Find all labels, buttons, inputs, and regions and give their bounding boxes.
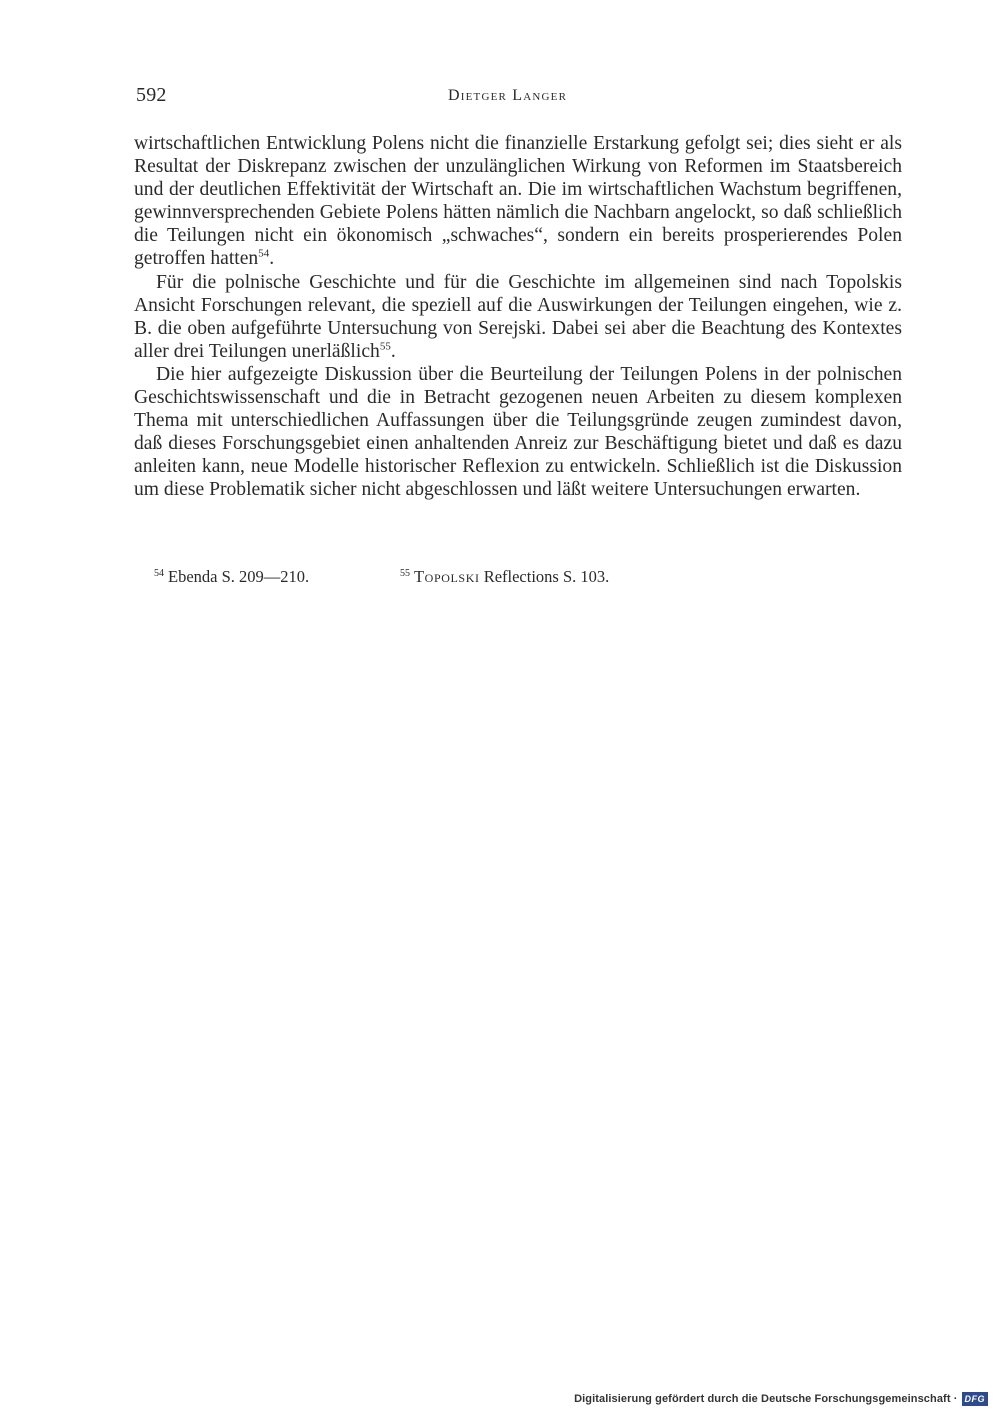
digitization-credit-text: Digitalisierung gefördert durch die Deutsche Forschungsgemeinschaft · bbox=[574, 1393, 958, 1405]
footnote-text: Reflections S. 103. bbox=[483, 567, 610, 586]
paragraph-1 bbox=[134, 132, 902, 271]
digitization-credit bbox=[574, 1390, 988, 1408]
paragraph-1-end: . bbox=[269, 248, 275, 270]
footnote-ref-55[interactable]: 55 bbox=[379, 340, 391, 353]
footnote-ref-54[interactable]: 54 bbox=[258, 247, 270, 260]
footnote-author: Topolski bbox=[414, 567, 480, 586]
footnote-text: Ebenda S. 209—210. bbox=[168, 567, 310, 586]
footnote-54 bbox=[154, 567, 309, 587]
footnote-mark: 54 bbox=[154, 567, 164, 579]
running-head: Dietger Langer bbox=[448, 87, 568, 104]
dfg-logo: DFG bbox=[962, 1392, 989, 1406]
footnote-mark: 55 bbox=[400, 567, 410, 579]
paragraph-2 bbox=[134, 271, 902, 363]
paragraph-3 bbox=[134, 363, 902, 502]
body-text bbox=[134, 132, 902, 502]
footnote-55 bbox=[400, 567, 609, 587]
paragraph-1-text: wirtschaftlichen Entwicklung Polens nicht die finanzielle Erstarkung gefolgt sei; dies sieht er als Resultat der Diskrepanz zwischen der unzulänglichen Wirkung von Reformen im Staatsbereich und der deutlichen Effektivität der Wirtschaft an. Die im wirtschaftlichen Wachstum begriffenen, gewinnversprechenden Gebiete Polens hätten nämlich die Nachbarn angelockt, so daß schließlich die Teilungen nicht ein ökonomisch „schwaches“, sondern ein bereits prosperierendes Polen getroffen hatten bbox=[134, 133, 902, 270]
paragraph-2-end: . bbox=[390, 340, 396, 362]
page-number: 592 bbox=[136, 84, 167, 106]
paragraph-3-text: Die hier aufgezeigte Diskussion über die Beurteilung der Teilungen Polens in der polnischen Geschichtswissenschaft und die in Betracht gezogenen neuen Arbeiten zu diesem komplexen Thema mit unterschiedlichen Auffassungen über die Teilungsgründe zeugen zumindest davon, daß dieses Forschungsgebiet einen anhaltenden Anreiz zur Beschäftigung bietet und daß es dazu anleiten kann, neue Modelle historischer Reflexion zu entwickeln. Schließlich ist die Diskussion um diese Problematik sicher nicht abgeschlossen und läßt weitere Untersuchungen erwarten. bbox=[134, 363, 902, 501]
paragraph-2-text: Für die polnische Geschichte und für die Geschichte im allgemeinen sind nach Topolskis Ansicht Forschungen relevant, die speziell auf die Auswirkungen der Teilungen eingehen, wie z. B. die oben aufgeführte Untersuchung von Serejski. Dabei sei aber die Beachtung des Kontextes aller drei Teilungen unerläßlich bbox=[134, 271, 902, 362]
page-header bbox=[136, 84, 902, 110]
